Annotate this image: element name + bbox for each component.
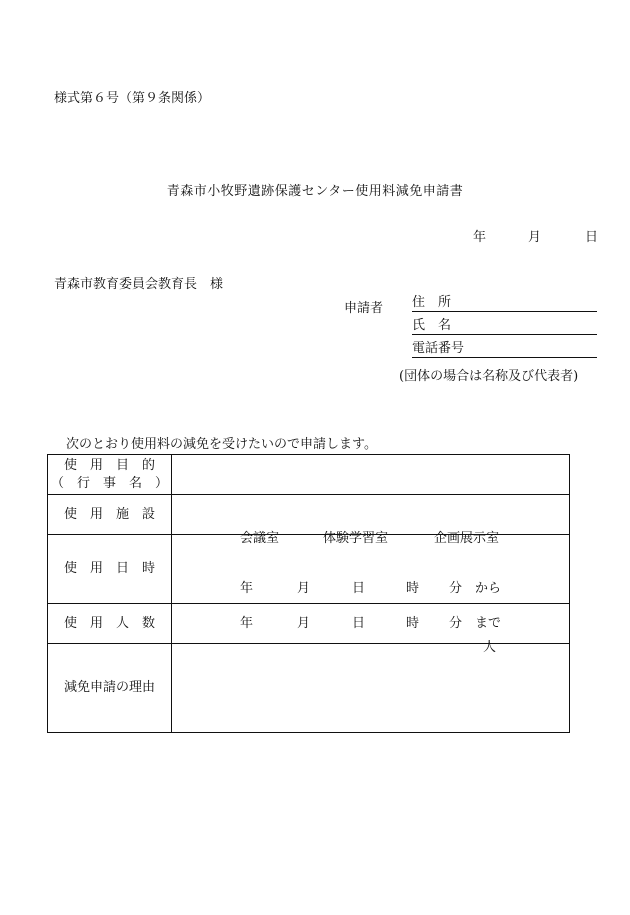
- phone-label: 電話番号: [412, 341, 465, 356]
- reason-row: [48, 644, 570, 733]
- group-note: (団体の場合は名称及び代表者): [399, 369, 579, 384]
- form-number: 様式第６号（第９条関係）: [54, 91, 211, 106]
- address-field[interactable]: [412, 293, 597, 312]
- date-year-label: 年: [473, 230, 487, 245]
- start-minute-label: 分: [449, 581, 463, 596]
- name-field[interactable]: [412, 316, 597, 335]
- start-year-label: 年: [240, 581, 254, 596]
- start-day-label: 日: [352, 581, 366, 596]
- document-title: 青森市小牧野遺跡保護センター使用料減免申請書: [166, 184, 464, 199]
- purpose-label: 使 用 目 的: [63, 457, 155, 473]
- datetime-label: 使 用 日 時: [48, 535, 172, 604]
- purpose-input[interactable]: [172, 455, 570, 495]
- end-minute-label: 分: [449, 616, 463, 631]
- end-year-label: 年: [240, 616, 254, 631]
- facility-cell: [172, 495, 570, 546]
- end-day-label: 日: [352, 616, 366, 631]
- end-suffix: まで: [475, 616, 502, 631]
- start-suffix: から: [475, 581, 502, 596]
- people-input[interactable]: [172, 604, 570, 655]
- addressee: 青森市教育委員会教育長 様: [54, 277, 224, 292]
- end-month-label: 月: [297, 616, 311, 631]
- address-label: 住 所: [412, 295, 452, 310]
- event-name-label: （ 行 事 名 ）: [50, 475, 168, 491]
- application-table: [47, 454, 570, 733]
- purpose-row: [48, 455, 570, 495]
- name-label: 氏 名: [412, 318, 452, 333]
- purpose-label-cell: [48, 455, 172, 495]
- facility-option-learning-room[interactable]: 体験学習室: [323, 530, 389, 546]
- facility-option-meeting-room[interactable]: 会議室: [240, 530, 280, 546]
- date-month-label: 月: [528, 230, 542, 245]
- date-day-label: 日: [585, 230, 599, 245]
- facility-label: 使 用 施 設: [48, 495, 172, 535]
- people-unit: 人: [483, 639, 497, 655]
- people-label: 使 用 人 数: [48, 604, 172, 644]
- reason-label: 減免申請の理由: [48, 644, 172, 733]
- start-month-label: 月: [297, 581, 311, 596]
- intro-text: 次のとおり使用料の減免を受けたいので申請します。: [66, 437, 377, 452]
- phone-field[interactable]: [412, 339, 597, 358]
- facility-option-exhibition-room[interactable]: 企画展示室: [434, 530, 500, 546]
- end-hour-label: 時: [406, 616, 420, 631]
- start-hour-label: 時: [406, 581, 420, 596]
- reason-input[interactable]: [172, 644, 570, 733]
- applicant-label: 申請者: [344, 301, 384, 316]
- facility-row: [48, 495, 570, 535]
